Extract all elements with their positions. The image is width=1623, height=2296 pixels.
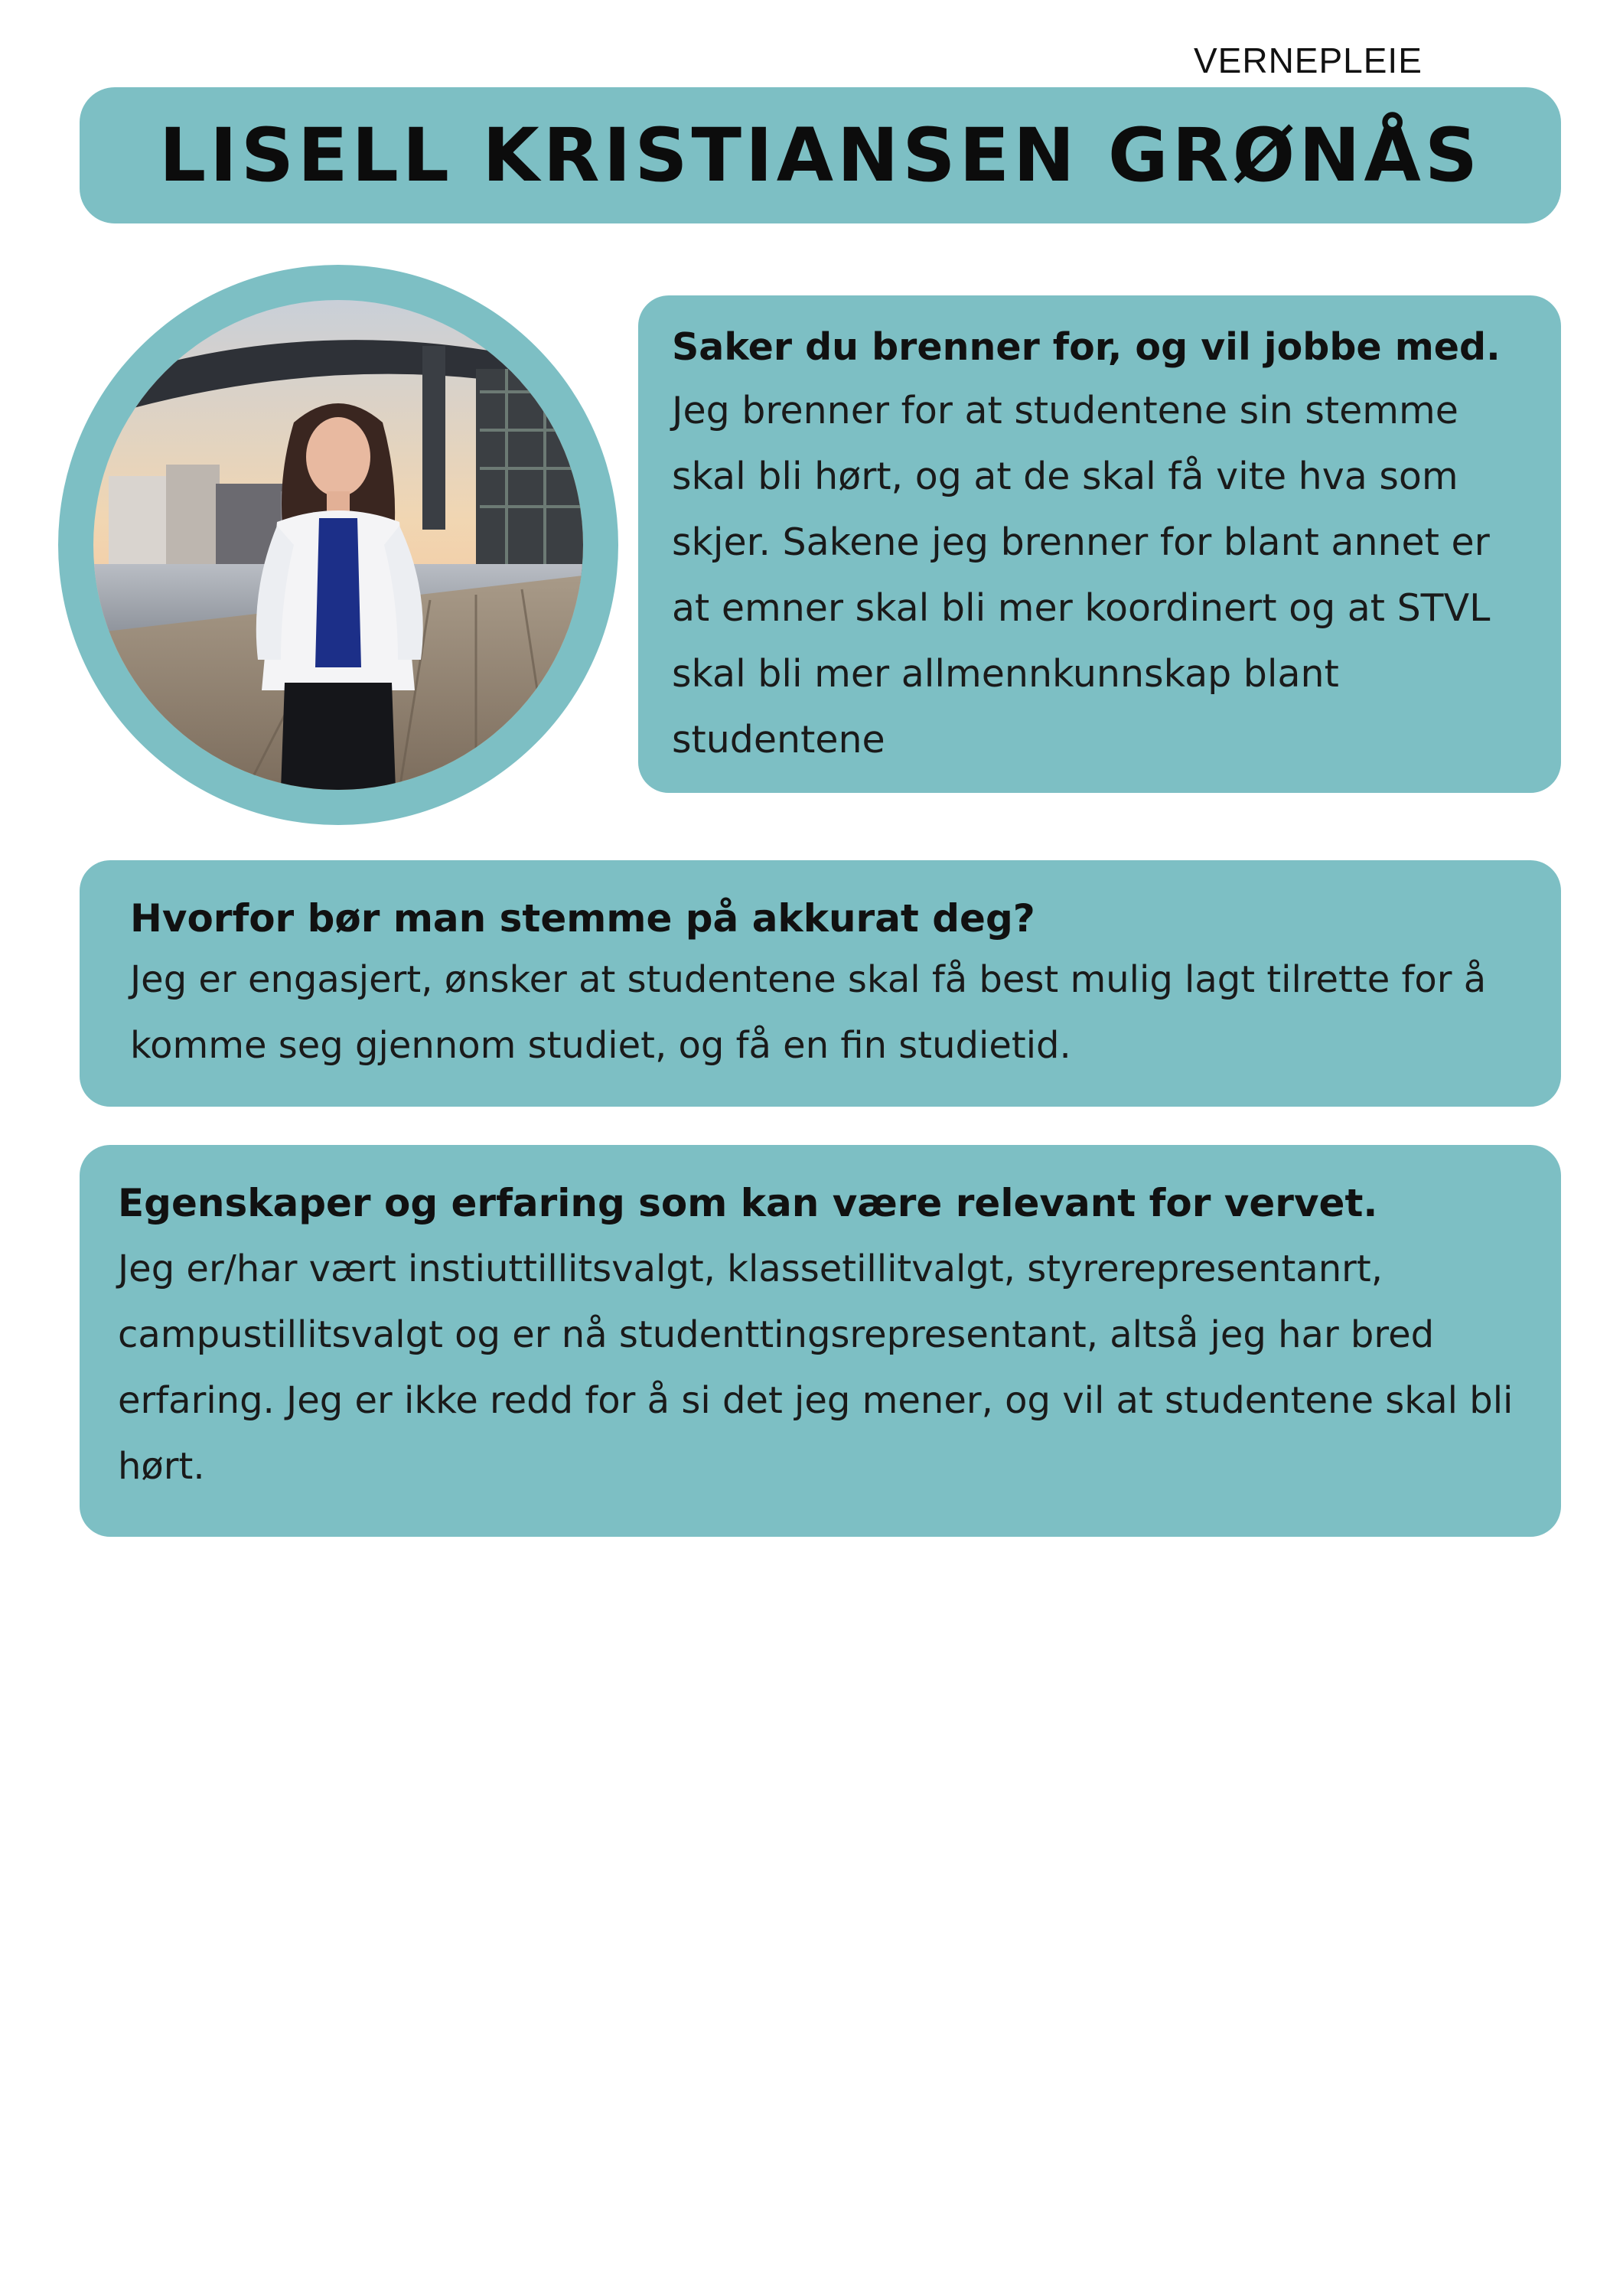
candidate-portrait-photo [93,300,583,790]
section-card-experience [80,1145,1561,1537]
section-heading: Egenskaper og erfaring som kan være relevant for vervet. [118,1181,1378,1225]
section-body: Jeg er/har vært instiuttillitsvalgt, klassetillitvalgt, styrerepresentanrt, campustillitsvalgt og er nå studenttingsrepresentant, altså jeg har bred erfaring. Jeg er ikke redd for å si det jeg mener, og vil at studentene skal bli hørt. [118,1247,1514,1488]
section-body: Jeg er engasjert, ønsker at studentene skal få best mulig lagt tilrette for å komme seg gjennom studiet, og få en fin studietid. [130,958,1487,1067]
section-heading: Saker du brenner for, og vil jobbe med. [672,325,1501,369]
program-label: VERNEPLEIE [1194,41,1423,80]
section-heading: Hvorfor bør man stemme på akkurat deg? [130,896,1035,941]
name-banner [80,87,1561,223]
photo-frame [58,265,618,825]
candidate-name: LISELL KRISTIANSEN GRØNÅS [159,113,1481,198]
section-card-why-vote [80,860,1561,1107]
section-card-passions [638,295,1561,793]
section-body: Jeg brenner for at studentene sin stemme skal bli hørt, og at de skal få vite hva som skjer. Sakene jeg brenner for blant annet er at emner skal bli mer koordinert og at STVL skal bli mer allmennkunnskap blant studentene [672,388,1491,762]
